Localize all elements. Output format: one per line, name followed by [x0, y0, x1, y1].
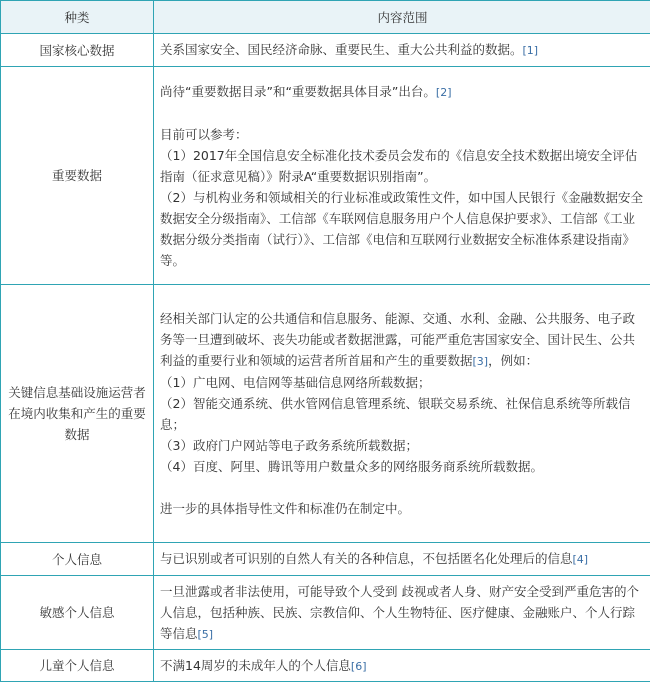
header-type: 种类 — [1, 1, 154, 34]
paragraph: （1）2017年全国信息安全标准化技术委员会发布的《信息安全技术数据出境安全评估指南（征求意见稿）》附录A“重要数据识别指南”。 — [160, 147, 638, 184]
table-row — [1, 285, 650, 543]
citation-link[interactable]: [3] — [472, 355, 489, 368]
row-type: 儿童个人信息 — [1, 650, 154, 682]
table-row — [1, 34, 650, 67]
row-desc: 一旦泄露或者非法使用，可能导致个人受到 歧视或者人身、财产安全受到严重危害的个人信息，包括种族、民族、宗教信仰、个人生物特征、医疗健康、金融账户、个人行踪等信息[5] — [154, 576, 650, 650]
table-row — [1, 67, 650, 285]
row-desc: 尚待“重要数据目录”和“重要数据具体目录”出台。[2] 目前可以参考： （1）2017年全国信息安全标准化技术委员会发布的《信息安全技术数据出境安全评估指南（征求意见稿）》附录A“重要数据识别指南”。 （2）与机构业务和领域相关的行业标准或政策性文件，如中国人民银行《金融数据安全 数据安全分级指南》、工信部《车联网信息服务用户个人信息保护要求》、工信部《工业数据分级分类指南（试行）》、工信部《电信和互联网行业数据安全标准体系建设指南》等。 — [154, 67, 650, 285]
paragraph: （2）与机构业务和领域相关的行业标准或政策性文件，如中国人民银行《金融数据安全 数据安全分级指南》、工信部《车联网信息服务用户个人信息保护要求》、工信部《工业数据分级分类指南（试行）》、工信部《电信和互联网行业数据安全标准体系建设指南》等。 — [160, 189, 643, 268]
header-row — [1, 1, 650, 34]
list-item: （3）政府门户网站等电子政务系统所载数据； — [160, 438, 418, 453]
row-type: 重要数据 — [1, 67, 154, 285]
row-type: 个人信息 — [1, 543, 154, 576]
row-desc: 关系国家安全、国民经济命脉、重要民生、重大公共利益的数据。[1] — [154, 34, 650, 67]
list-item: （1）广电网、电信网等基础信息网络所载数据； — [160, 375, 431, 390]
paragraph: 进一步的具体指导性文件和标准仍在制定中。 — [160, 501, 411, 516]
citation-link[interactable]: [6] — [350, 659, 367, 673]
row-type: 敏感个人信息 — [1, 576, 154, 650]
citation-link[interactable]: [5] — [197, 627, 214, 641]
citation-link[interactable]: [4] — [572, 553, 589, 566]
citation-link[interactable]: [2] — [435, 85, 452, 99]
list-item: （2）智能交通系统、供水管网信息管理系统、银联交易系统、社保信息系统等所载信息； — [160, 396, 631, 432]
header-scope: 内容范围 — [154, 1, 650, 34]
row-desc: 与已识别或者可识别的自然人有关的各种信息，不包括匿名化处理后的信息[4] — [154, 543, 650, 576]
row-type: 关键信息基础设施运营者在境内收集和产生的重要数据 — [1, 285, 154, 543]
citation-link[interactable]: [1] — [522, 44, 539, 57]
table-row — [1, 576, 650, 650]
row-desc: 经相关部门认定的公共通信和信息服务、能源、交通、水利、金融、公共服务、电子政务等一旦遭到破坏、丧失功能或者数据泄露，可能严重危害国家安全、国计民生、公共利益的重要行业和领域的运营者所首届和产生的重要数据[3]，例如： （1）广电网、电信网等基础信息网络所载数据； （2）智能交通系统、供水管网信息管理系统、银联交易系统、社保信息系统等所载信息； （3）政府门户网站等电子政务系统所载数据； （4）百度、阿里、腾讯等用户数量众多的网络服务商系统所载数据。 进一步的具体指导性文件和标准仍在制定中。 — [154, 285, 650, 543]
list-item: （4）百度、阿里、腾讯等用户数量众多的网络服务商系统所载数据。 — [160, 459, 543, 474]
paragraph: 目前可以参考： — [160, 126, 248, 142]
row-desc: 不满14周岁的未成年人的个人信息[6] — [154, 650, 650, 682]
table-row — [1, 650, 650, 682]
table-row — [1, 543, 650, 576]
row-type: 国家核心数据 — [1, 34, 154, 67]
